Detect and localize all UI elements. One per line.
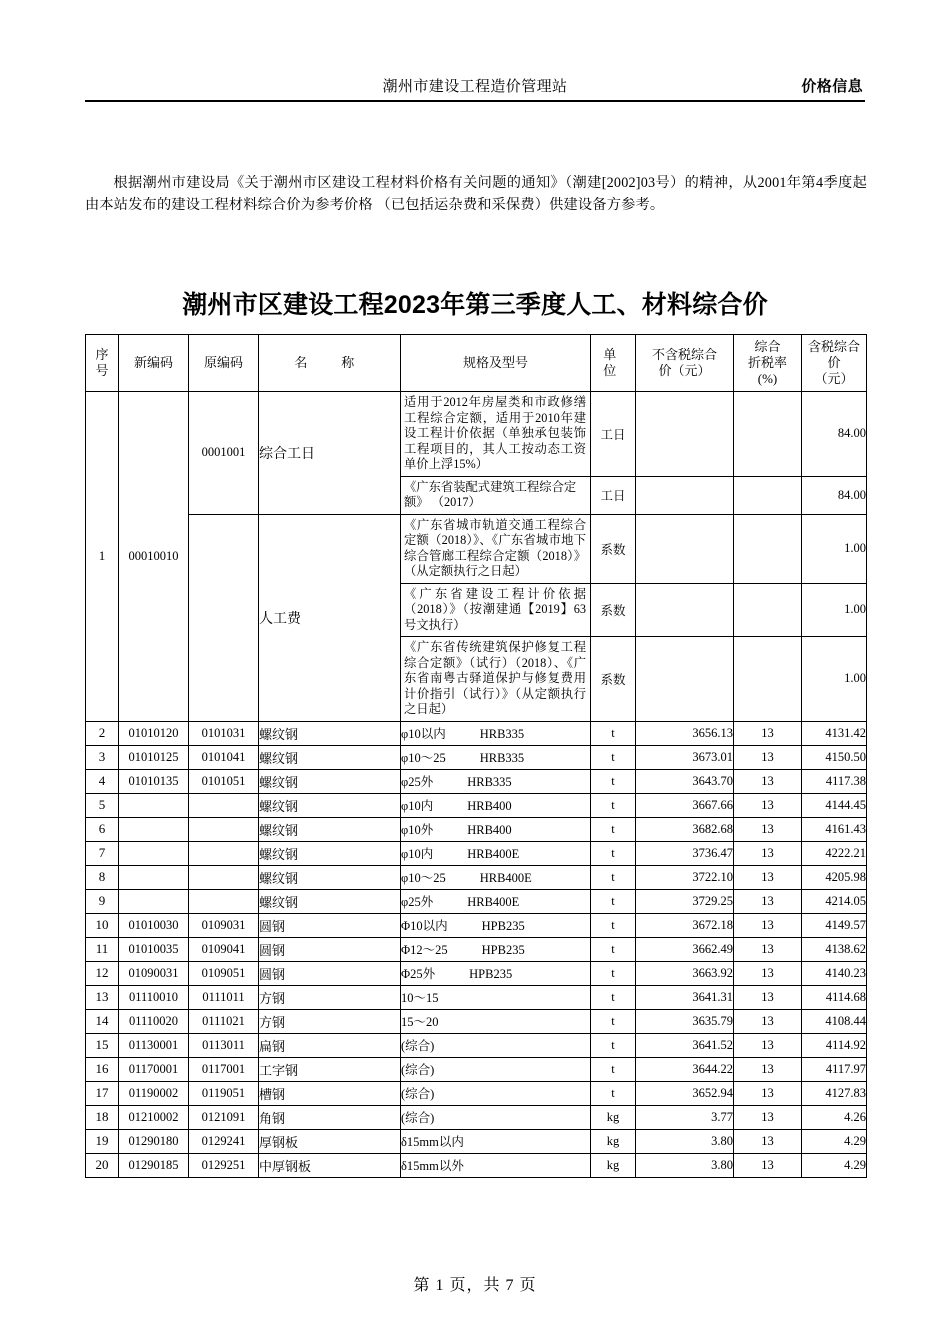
col-header-seq-line1: 序 xyxy=(95,347,109,362)
cell-gross-price: 4161.43 xyxy=(802,817,867,841)
cell-spec-grade: HRB400E xyxy=(467,895,520,909)
col-header-spec: 规格及型号 xyxy=(401,335,591,392)
cell-name: 螺纹钢 xyxy=(259,793,401,817)
col-header-net-price-line1: 不含税综合 xyxy=(651,347,717,362)
cell-unit: t xyxy=(591,793,636,817)
cell-new-code: 01110010 xyxy=(119,985,189,1009)
cell-tax-rate: 13 xyxy=(734,1153,802,1177)
cell-old-code: 0113011 xyxy=(189,1033,259,1057)
cell-old-code xyxy=(189,889,259,913)
cell-gross-price: 84.00 xyxy=(802,392,867,477)
cell-tax-rate: 13 xyxy=(734,1129,802,1153)
cell-unit: kg xyxy=(591,1153,636,1177)
cell-name: 螺纹钢 xyxy=(259,841,401,865)
cell-unit: t xyxy=(591,721,636,745)
cell-net-price: 3667.66 xyxy=(636,793,734,817)
cell-tax-rate: 13 xyxy=(734,1081,802,1105)
cell-name: 圆钢 xyxy=(259,961,401,985)
cell-gross-price: 4117.38 xyxy=(802,769,867,793)
table-row xyxy=(86,889,867,913)
cell-new-code: 01010135 xyxy=(119,769,189,793)
cell-unit: t xyxy=(591,937,636,961)
cell-seq: 20 xyxy=(86,1153,119,1177)
cell-net-price: 3672.18 xyxy=(636,913,734,937)
cell-new-code: 01290180 xyxy=(119,1129,189,1153)
cell-unit: t xyxy=(591,841,636,865)
cell-tax-rate: 13 xyxy=(734,721,802,745)
cell-net-price: 3722.10 xyxy=(636,865,734,889)
col-header-new-code: 新编码 xyxy=(119,335,189,392)
cell-seq: 13 xyxy=(86,985,119,1009)
cell-gross-price: 4131.42 xyxy=(802,721,867,745)
cell-net-price: 3729.25 xyxy=(636,889,734,913)
cell-new-code: 01010120 xyxy=(119,721,189,745)
cell-old-code: 0101041 xyxy=(189,745,259,769)
cell-seq: 8 xyxy=(86,865,119,889)
cell-tax-rate: 13 xyxy=(734,793,802,817)
cell-old-code xyxy=(189,817,259,841)
cell-tax-rate: 13 xyxy=(734,985,802,1009)
cell-net-price: 3662.49 xyxy=(636,937,734,961)
cell-spec xyxy=(401,937,591,961)
cell-spec-size: (综合) xyxy=(401,1039,435,1053)
cell-unit: 工日 xyxy=(591,476,636,514)
cell-net-price: 3736.47 xyxy=(636,841,734,865)
cell-old-code xyxy=(189,841,259,865)
cell-seq: 2 xyxy=(86,721,119,745)
page-footer: 第 1 页，共 7 页 xyxy=(413,1277,537,1294)
cell-old-code xyxy=(189,865,259,889)
cell-spec xyxy=(401,865,591,889)
cell-name: 中厚钢板 xyxy=(259,1153,401,1177)
cell-name: 螺纹钢 xyxy=(259,721,401,745)
cell-seq: 1 xyxy=(86,392,119,722)
cell-name: 螺纹钢 xyxy=(259,769,401,793)
cell-gross-price: 4140.23 xyxy=(802,961,867,985)
table-row xyxy=(86,817,867,841)
cell-spec xyxy=(401,889,591,913)
cell-net-price: 3641.52 xyxy=(636,1033,734,1057)
cell-unit: kg xyxy=(591,1105,636,1129)
cell-name: 综合工日 xyxy=(259,392,401,515)
cell-old-code xyxy=(189,793,259,817)
cell-gross-price: 4114.92 xyxy=(802,1033,867,1057)
cell-new-code xyxy=(119,841,189,865)
table-row xyxy=(86,985,867,1009)
table-row xyxy=(86,721,867,745)
cell-net-price: 3656.13 xyxy=(636,721,734,745)
running-header xyxy=(85,72,865,102)
table-body xyxy=(86,392,867,1178)
cell-net-price: 3652.94 xyxy=(636,1081,734,1105)
col-header-seq-line2: 号 xyxy=(95,363,109,378)
cell-spec-text: 《广东省建设工程计价依据（2018）》（按潮建通【2019】63号文执行） xyxy=(404,586,586,632)
cell-seq: 11 xyxy=(86,937,119,961)
cell-spec xyxy=(401,721,591,745)
cell-spec xyxy=(401,1105,591,1129)
cell-net-price: 3643.70 xyxy=(636,769,734,793)
cell-new-code xyxy=(119,889,189,913)
cell-name: 螺纹钢 xyxy=(259,889,401,913)
cell-spec-text: 《广东省传统建筑保护修复工程综合定额》（试行）（2018）、《广东省南粤古驿道保护与修复费用计价指引（试行）》（从定额执行之日起） xyxy=(404,640,586,716)
cell-spec-size: δ15mm以外 xyxy=(401,1159,464,1173)
table-row xyxy=(86,514,867,583)
cell-spec-size: φ25外 xyxy=(401,895,434,909)
cell-spec xyxy=(401,1009,591,1033)
cell-net-price: 3673.01 xyxy=(636,745,734,769)
cell-unit: t xyxy=(591,985,636,1009)
cell-old-code: 0119051 xyxy=(189,1081,259,1105)
cell-net-price: 3682.68 xyxy=(636,817,734,841)
cell-seq: 6 xyxy=(86,817,119,841)
cell-new-code: 01090031 xyxy=(119,961,189,985)
cell-net-price: 3644.22 xyxy=(636,1057,734,1081)
running-header-title: 潮州市建设工程造价管理站 xyxy=(382,79,568,95)
cell-net-price: 3635.79 xyxy=(636,1009,734,1033)
cell-spec-size: Φ10以内 xyxy=(401,919,448,933)
running-header-section: 价格信息 xyxy=(801,78,863,95)
table-row xyxy=(86,1033,867,1057)
table-row xyxy=(86,961,867,985)
cell-spec-size: (综合) xyxy=(401,1087,435,1101)
cell-spec-size: δ15mm以内 xyxy=(401,1135,464,1149)
cell-unit: 系数 xyxy=(591,583,636,637)
table-row xyxy=(86,913,867,937)
cell-spec xyxy=(401,1153,591,1177)
col-header-gross-price-line2: （元） xyxy=(814,371,854,386)
cell-spec xyxy=(401,514,591,583)
cell-seq: 4 xyxy=(86,769,119,793)
cell-tax-rate: 13 xyxy=(734,1009,802,1033)
cell-gross-price: 4205.98 xyxy=(802,865,867,889)
cell-new-code: 01010030 xyxy=(119,913,189,937)
cell-new-code: 01170001 xyxy=(119,1057,189,1081)
table-row xyxy=(86,1009,867,1033)
cell-spec-size: φ10以内 xyxy=(401,727,446,741)
cell-spec xyxy=(401,913,591,937)
cell-spec xyxy=(401,1033,591,1057)
col-header-tax-rate-line3: (%) xyxy=(757,371,778,386)
cell-spec-text: 《广东省装配式建筑工程综合定额》 （2017） xyxy=(404,479,577,509)
cell-net-price: 3.77 xyxy=(636,1105,734,1129)
cell-spec xyxy=(401,745,591,769)
cell-new-code: 01290185 xyxy=(119,1153,189,1177)
cell-gross-price: 1.00 xyxy=(802,637,867,722)
col-header-net-price-line2: 价（元） xyxy=(658,363,711,378)
cell-tax-rate: 13 xyxy=(734,1105,802,1129)
table-head xyxy=(86,335,867,392)
intro-paragraph: 根据潮州市建设局《关于潮州市区建设工程材料价格有关问题的通知》（潮建[2002]03号）的精神，从2001年第4季度起由本站发布的建设工程材料综合价为参考价格 （已包括运杂费和采保费）供建设备方参考。 xyxy=(85,175,867,214)
cell-tax-rate: 13 xyxy=(734,1033,802,1057)
cell-gross-price: 4.29 xyxy=(802,1129,867,1153)
cell-new-code: 01010125 xyxy=(119,745,189,769)
cell-spec-grade: HRB400 xyxy=(467,823,512,837)
table-row xyxy=(86,1057,867,1081)
cell-spec-grade: HPB235 xyxy=(481,943,525,957)
cell-spec-size: φ10～25 xyxy=(401,751,446,765)
cell-new-code: 01210002 xyxy=(119,1105,189,1129)
cell-gross-price: 4127.83 xyxy=(802,1081,867,1105)
cell-name: 人工费 xyxy=(259,514,401,721)
cell-spec-size: φ10外 xyxy=(401,823,434,837)
cell-spec xyxy=(401,583,591,637)
cell-name: 螺纹钢 xyxy=(259,865,401,889)
cell-spec-grade: HRB400 xyxy=(467,799,512,813)
cell-net-price: 3.80 xyxy=(636,1153,734,1177)
cell-gross-price: 4138.62 xyxy=(802,937,867,961)
cell-tax-rate xyxy=(734,392,802,477)
cell-gross-price: 4.26 xyxy=(802,1105,867,1129)
cell-new-code xyxy=(119,817,189,841)
cell-tax-rate: 13 xyxy=(734,745,802,769)
cell-seq: 7 xyxy=(86,841,119,865)
cell-new-code: 01190002 xyxy=(119,1081,189,1105)
table-row xyxy=(86,865,867,889)
cell-unit: 系数 xyxy=(591,514,636,583)
cell-name: 角钢 xyxy=(259,1105,401,1129)
col-header-gross-price-line1: 含税综合价 xyxy=(807,339,860,370)
cell-spec xyxy=(401,817,591,841)
cell-tax-rate xyxy=(734,514,802,583)
col-header-tax-rate xyxy=(734,335,802,392)
cell-unit: t xyxy=(591,769,636,793)
cell-net-price xyxy=(636,392,734,477)
cell-seq: 12 xyxy=(86,961,119,985)
cell-seq: 9 xyxy=(86,889,119,913)
price-table-wrapper xyxy=(85,334,866,1178)
cell-net-price: 3641.31 xyxy=(636,985,734,1009)
cell-tax-rate: 13 xyxy=(734,817,802,841)
cell-spec xyxy=(401,961,591,985)
cell-tax-rate: 13 xyxy=(734,1057,802,1081)
col-header-net-price xyxy=(636,335,734,392)
cell-name: 圆钢 xyxy=(259,937,401,961)
cell-name: 圆钢 xyxy=(259,913,401,937)
cell-net-price: 3.80 xyxy=(636,1129,734,1153)
cell-seq: 10 xyxy=(86,913,119,937)
cell-unit: t xyxy=(591,889,636,913)
cell-seq: 16 xyxy=(86,1057,119,1081)
cell-old-code: 0109051 xyxy=(189,961,259,985)
table-row xyxy=(86,745,867,769)
cell-spec-size: 15～20 xyxy=(401,1015,439,1029)
cell-spec-size: (综合) xyxy=(401,1111,435,1125)
cell-spec xyxy=(401,841,591,865)
cell-name: 槽钢 xyxy=(259,1081,401,1105)
cell-spec-size: φ10内 xyxy=(401,847,434,861)
cell-seq: 15 xyxy=(86,1033,119,1057)
cell-unit: 系数 xyxy=(591,637,636,722)
cell-unit: t xyxy=(591,817,636,841)
price-table xyxy=(85,334,867,1178)
cell-unit: t xyxy=(591,1033,636,1057)
cell-unit: t xyxy=(591,1009,636,1033)
cell-spec xyxy=(401,985,591,1009)
cell-old-code xyxy=(189,514,259,721)
cell-net-price xyxy=(636,476,734,514)
cell-spec-grade: HRB335 xyxy=(467,775,512,789)
cell-tax-rate: 13 xyxy=(734,961,802,985)
cell-net-price xyxy=(636,514,734,583)
col-header-tax-rate-line1: 综合 xyxy=(754,339,781,354)
col-header-seq xyxy=(86,335,119,392)
cell-name: 方钢 xyxy=(259,1009,401,1033)
cell-name: 螺纹钢 xyxy=(259,817,401,841)
cell-seq: 3 xyxy=(86,745,119,769)
cell-new-code: 01130001 xyxy=(119,1033,189,1057)
cell-net-price: 3663.92 xyxy=(636,961,734,985)
cell-old-code: 0101031 xyxy=(189,721,259,745)
cell-old-code: 0117001 xyxy=(189,1057,259,1081)
cell-seq: 19 xyxy=(86,1129,119,1153)
cell-old-code: 0111011 xyxy=(189,985,259,1009)
cell-gross-price: 1.00 xyxy=(802,583,867,637)
cell-seq: 14 xyxy=(86,1009,119,1033)
col-header-old-code: 原编码 xyxy=(189,335,259,392)
cell-new-code: 01010035 xyxy=(119,937,189,961)
cell-spec-size: Φ25外 xyxy=(401,967,436,981)
cell-spec-grade: HRB400E xyxy=(479,871,532,885)
col-header-gross-price xyxy=(802,335,867,392)
cell-net-price xyxy=(636,637,734,722)
cell-new-code: 00010010 xyxy=(119,392,189,722)
cell-gross-price: 4108.44 xyxy=(802,1009,867,1033)
cell-gross-price: 4117.97 xyxy=(802,1057,867,1081)
cell-spec-grade: HPB235 xyxy=(469,967,513,981)
cell-spec-size: (综合) xyxy=(401,1063,435,1077)
cell-spec-size: 10～15 xyxy=(401,991,439,1005)
cell-spec-grade: HRB335 xyxy=(479,727,525,741)
cell-spec-grade: HRB335 xyxy=(479,751,525,765)
cell-spec xyxy=(401,476,591,514)
cell-gross-price: 84.00 xyxy=(802,476,867,514)
cell-spec xyxy=(401,637,591,722)
cell-old-code: 0101051 xyxy=(189,769,259,793)
cell-spec xyxy=(401,1081,591,1105)
cell-spec-size: φ25外 xyxy=(401,775,434,789)
cell-new-code xyxy=(119,793,189,817)
cell-gross-price: 4144.45 xyxy=(802,793,867,817)
table-row xyxy=(86,1129,867,1153)
cell-unit: t xyxy=(591,865,636,889)
cell-unit: t xyxy=(591,1057,636,1081)
cell-spec xyxy=(401,1129,591,1153)
cell-unit: 工日 xyxy=(591,392,636,477)
cell-old-code: 0109031 xyxy=(189,913,259,937)
col-header-unit: 单 位 xyxy=(591,335,636,392)
table-row xyxy=(86,1105,867,1129)
cell-tax-rate xyxy=(734,583,802,637)
cell-name: 扁钢 xyxy=(259,1033,401,1057)
cell-spec-text: 适用于2012年房屋类和市政修缮工程综合定额，适用于2010年建设工程计价依据（单独承包装饰工程项目的，其人工按动态工资单价上浮15%） xyxy=(404,395,586,471)
cell-tax-rate: 13 xyxy=(734,841,802,865)
col-header-tax-rate-line2: 折税率 xyxy=(747,355,787,370)
cell-tax-rate: 13 xyxy=(734,889,802,913)
cell-unit: kg xyxy=(591,1129,636,1153)
cell-old-code: 0001001 xyxy=(189,392,259,515)
cell-spec xyxy=(401,1057,591,1081)
cell-old-code: 0129241 xyxy=(189,1129,259,1153)
cell-gross-price: 4150.50 xyxy=(802,745,867,769)
cell-spec-text: 《广东省城市轨道交通工程综合定额（2018）》、《广东省城市地下综合管廊工程综合定额（2018）》（从定额执行之日起） xyxy=(404,517,586,578)
cell-gross-price: 4222.21 xyxy=(802,841,867,865)
cell-name: 螺纹钢 xyxy=(259,745,401,769)
cell-gross-price: 4149.57 xyxy=(802,913,867,937)
table-row xyxy=(86,392,867,477)
table-row xyxy=(86,937,867,961)
cell-unit: t xyxy=(591,745,636,769)
cell-tax-rate: 13 xyxy=(734,769,802,793)
cell-spec xyxy=(401,392,591,477)
cell-gross-price: 4.29 xyxy=(802,1153,867,1177)
cell-tax-rate: 13 xyxy=(734,913,802,937)
table-row xyxy=(86,793,867,817)
cell-seq: 18 xyxy=(86,1105,119,1129)
cell-net-price xyxy=(636,583,734,637)
cell-old-code: 0109041 xyxy=(189,937,259,961)
cell-seq: 5 xyxy=(86,793,119,817)
cell-spec-size: φ10～25 xyxy=(401,871,446,885)
cell-spec-grade: HPB235 xyxy=(481,919,525,933)
col-header-name: 名 称 xyxy=(259,335,401,392)
cell-tax-rate: 13 xyxy=(734,937,802,961)
cell-name: 工字钢 xyxy=(259,1057,401,1081)
table-row xyxy=(86,1081,867,1105)
cell-unit: t xyxy=(591,1081,636,1105)
cell-tax-rate xyxy=(734,476,802,514)
cell-tax-rate: 13 xyxy=(734,865,802,889)
cell-spec-size: φ10内 xyxy=(401,799,434,813)
table-row xyxy=(86,1153,867,1177)
cell-unit: t xyxy=(591,913,636,937)
cell-name: 方钢 xyxy=(259,985,401,1009)
cell-spec-size: Φ12～25 xyxy=(401,943,448,957)
cell-name: 厚钢板 xyxy=(259,1129,401,1153)
cell-spec xyxy=(401,769,591,793)
cell-gross-price: 1.00 xyxy=(802,514,867,583)
cell-unit: t xyxy=(591,961,636,985)
table-row xyxy=(86,769,867,793)
cell-new-code: 01110020 xyxy=(119,1009,189,1033)
cell-old-code: 0111021 xyxy=(189,1009,259,1033)
cell-gross-price: 4114.68 xyxy=(802,985,867,1009)
cell-spec xyxy=(401,793,591,817)
table-header-row xyxy=(86,335,867,392)
cell-seq: 17 xyxy=(86,1081,119,1105)
cell-spec-grade: HRB400E xyxy=(467,847,520,861)
cell-old-code: 0121091 xyxy=(189,1105,259,1129)
cell-gross-price: 4214.05 xyxy=(802,889,867,913)
page-title: 潮州市区建设工程2023年第三季度人工、材料综合价 xyxy=(182,290,768,319)
cell-old-code: 0129251 xyxy=(189,1153,259,1177)
cell-new-code xyxy=(119,865,189,889)
table-row xyxy=(86,841,867,865)
cell-tax-rate xyxy=(734,637,802,722)
